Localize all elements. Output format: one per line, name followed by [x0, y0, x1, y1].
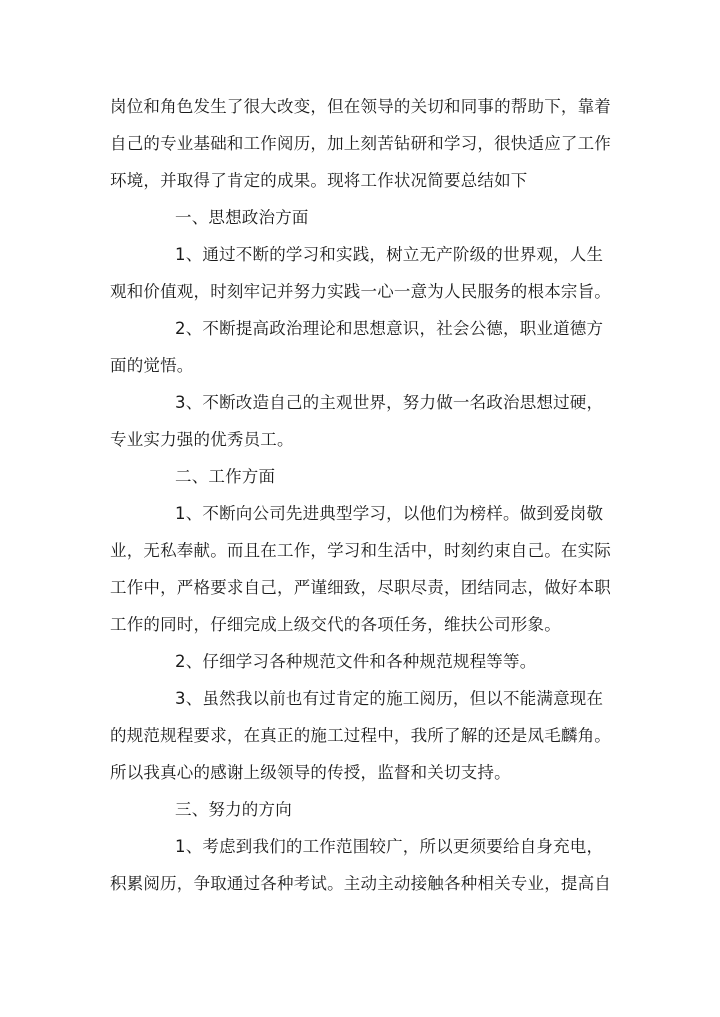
section-heading: 二、工作方面 [175, 467, 276, 486]
text-line: 1、不断向公司先进典型学习，以他们为榜样。做到爱岗敬 [175, 504, 604, 523]
text-line: 专业实力强的优秀员工。 [110, 430, 294, 449]
section-heading: 一、思想政治方面 [175, 208, 309, 227]
section-heading: 三、努力的方向 [175, 800, 292, 819]
text-line: 2、仔细学习各种规范文件和各种规范规程等等。 [175, 652, 537, 671]
text-line: 岗位和角色发生了很大改变，但在领导的关切和同事的帮助下，靠着 [110, 97, 611, 116]
text-line: 2、不断提高政治理论和思想意识，社会公德，职业道德方 [175, 319, 604, 338]
text-line: 的规范规程要求，在真正的施工过程中，我所了解的还是凤毛麟角。 [110, 726, 611, 745]
text-line: 自己的专业基础和工作阅历，加上刻苦钻研和学习，很快适应了工作 [110, 134, 611, 153]
text-line: 3、不断改造自己的主观世界，努力做一名政治思想过硬， [175, 393, 604, 412]
text-line: 业，无私奉献。而且在工作，学习和生活中，时刻约束自己。在实际 [110, 541, 611, 560]
text-line: 1、考虑到我们的工作范围较广，所以更须要给自身充电， [175, 837, 604, 856]
text-line: 环境，并取得了肯定的成果。现将工作状况简要总结如下 [110, 171, 528, 190]
text-line: 1、通过不断的学习和实践，树立无产阶级的世界观，人生 [175, 245, 604, 264]
text-line: 所以我真心的感谢上级领导的传授，监督和关切支持。 [110, 763, 511, 782]
text-line: 工作中，严格要求自己，严谨细致，尽职尽责，团结同志，做好本职 [110, 578, 611, 597]
text-line: 3、虽然我以前也有过肯定的施工阅历，但以不能满意现在 [175, 689, 604, 708]
text-line: 积累阅历，争取通过各种考试。主动主动接触各种相关专业，提高自 [110, 874, 611, 893]
text-line: 观和价值观，时刻牢记并努力实践一心一意为人民服务的根本宗旨。 [110, 282, 611, 301]
text-line: 面的觉悟。 [110, 356, 194, 375]
text-line: 工作的同时，仔细完成上级交代的各项任务，维扶公司形象。 [110, 615, 561, 634]
